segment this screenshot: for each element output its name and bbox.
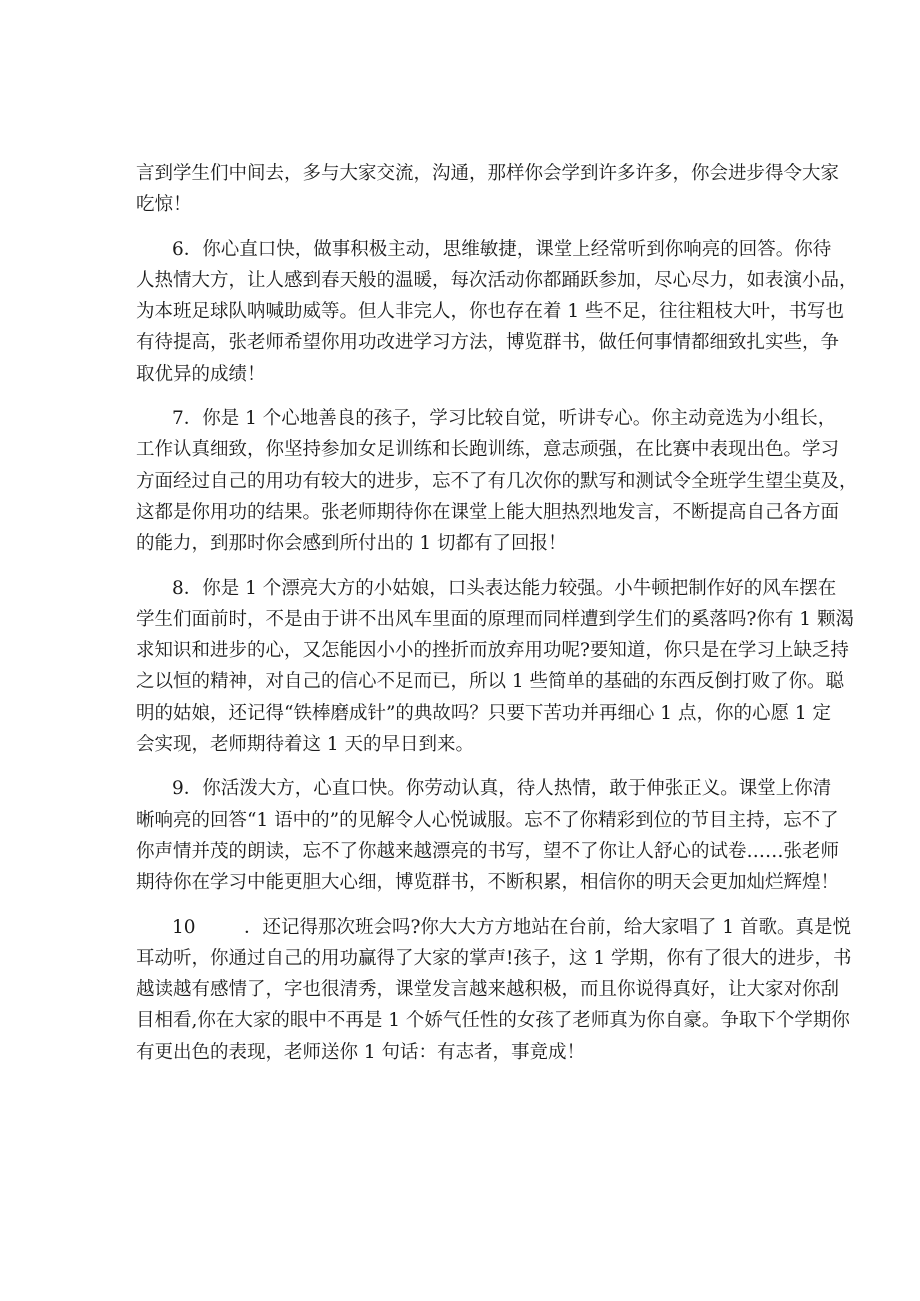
- text-line: 吃惊！: [136, 194, 192, 216]
- paragraph-6: [136, 234, 858, 390]
- text-line: 耳动听，你通过自己的用功赢得了大家的掌声!孩子，这 1 学期，你有了很大的进步，书: [136, 947, 852, 969]
- text-line: 会实现，老师期待着这 1 天的早日到来。: [136, 734, 475, 756]
- text-line: 的能力，到那时你会感到所付出的 1 切都有了回报！: [136, 533, 567, 555]
- text-line: [136, 912, 851, 943]
- text-line: 有待提高，张老师希望你用功改进学习方法，博览群书，做任何事情都细致扎实些，争: [136, 332, 840, 354]
- text-line: 为本班足球队呐喊助威等。但人非完人，你也存在着 1 些不足，往往粗枝大叶，书写也: [136, 301, 845, 323]
- text-line: 期待你在学习中能更胆大心细，博览群书，不断积累，相信你的明天会更加灿烂辉煌！: [136, 872, 840, 894]
- text-line: 7．你是 1 个心地善良的孩子，学习比较自觉，听讲专心。你主动竞选为小组长，: [172, 408, 837, 430]
- text-line: 目相看,你在大家的眼中不再是 1 个娇气任性的女孩了老师真为你自豪。争取下个学期你: [136, 1010, 850, 1032]
- paragraph-8: [136, 573, 854, 761]
- text-line: 工作认真细致，你坚持参加女足训练和长跑训练，意志顽强，在比赛中表现出色。学习: [136, 439, 840, 461]
- paragraph-number: 10: [172, 916, 196, 938]
- text-line: 求知识和进步的心，又怎能因小小的挫折而放弃用功呢?要知道，你只是在学习上缺乏持: [136, 640, 849, 662]
- text-line: 你声情并茂的朗读，忘不了你越来越漂亮的书写，望不了你让人舒心的试卷……张老师: [136, 840, 840, 862]
- paragraph-7: [136, 403, 858, 559]
- text-line-content: ．还记得那次班会吗?你大大方方地站在台前，给大家唱了 1 首歌。真是悦: [244, 916, 851, 938]
- paragraph-5-continuation: [136, 158, 840, 221]
- text-line: 晰响亮的回答“1 语中的”的见解令人心悦诚服。忘不了你精彩到位的节目主持，忘不了: [136, 809, 839, 831]
- text-line: 言到学生们中间去，多与大家交流，沟通，那样你会学到许多许多，你会进步得令大家: [136, 163, 840, 184]
- document-body: [136, 158, 858, 1081]
- paragraph-9: [136, 773, 840, 898]
- text-line: 8．你是 1 个漂亮大方的小姑娘，口头表达能力较强。小牛顿把制作好的风车摆在: [172, 577, 837, 599]
- text-line: 9．你活泼大方，心直口快。你劳动认真，待人热情，敢于伸张正义。课堂上你清: [172, 778, 832, 800]
- text-line: 方面经过自己的用功有较大的进步，忘不了有几次你的默写和测试令全班学生望尘莫及，: [136, 470, 858, 492]
- text-line: 取优异的成绩！: [136, 363, 266, 385]
- text-line: 这都是你用功的结果。张老师期待你在课堂上能大胆热烈地发言，不断提高自己各方面: [136, 501, 840, 523]
- text-line: 6．你心直口快，做事积极主动，思维敏捷，课堂上经常听到你响亮的回答。你待: [172, 238, 832, 260]
- text-line: 明的姑娘，还记得“铁棒磨成针”的典故吗？只要下苦功并再细心 1 点，你的心愿 1 定: [136, 702, 831, 724]
- paragraph-10: [136, 912, 852, 1068]
- text-line: 之以恒的精神，对自己的信心不足而已，所以 1 些简单的基础的东西反倒打败了你。聪: [136, 671, 845, 693]
- text-line: 学生们面前时，不是由于讲不出风车里面的原理而同样遭到学生们的奚落吗?你有 1 颗渴: [136, 608, 854, 630]
- text-line: 越读越有感情了，字也很清秀，课堂发言越来越积极，而且你说得真好，让大家对你刮: [136, 979, 840, 1001]
- text-line: 有更出色的表现，老师送你 1 句话：有志者，事竟成！: [136, 1041, 586, 1063]
- text-line: 人热情大方，让人感到春天般的温暖，每次活动你都踊跃参加，尽心尽力，如表演小品，: [136, 269, 858, 291]
